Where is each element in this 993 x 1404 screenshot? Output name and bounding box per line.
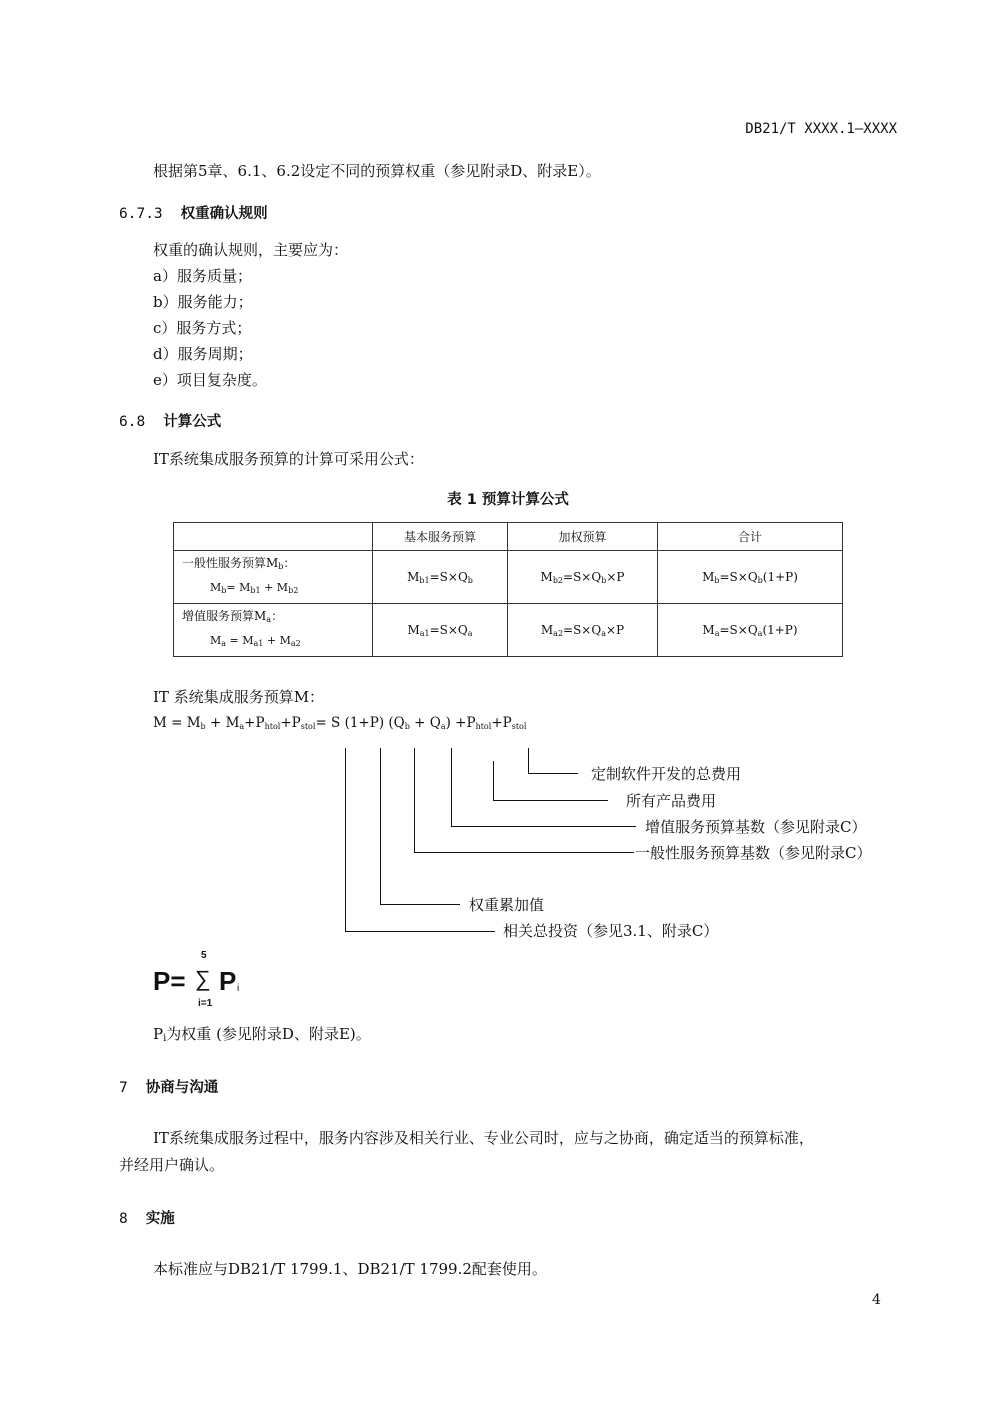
bracket-line — [528, 748, 529, 774]
annotation-product-cost: 所有产品费用 — [626, 792, 717, 810]
table-caption: 表 1 预算计算公式 — [447, 492, 569, 508]
section-number: 8 — [119, 1211, 128, 1227]
table-cell: $M_{b2}=S\times Q_b\times P$ — [508, 551, 658, 604]
row-sub-formula: $M_a = M_{a1} + M_{a2}$ — [210, 634, 301, 648]
sum-upper-limit: 5 — [201, 950, 207, 961]
annotation-value-added-base: 增值服务预算基数（参见附录C） — [645, 818, 867, 836]
budget-formula-table — [173, 522, 843, 657]
table-header-cell — [174, 523, 373, 551]
sigma-icon: ∑ — [195, 966, 211, 991]
bracket-line — [414, 748, 415, 853]
bracket-line — [345, 931, 495, 932]
sum-term-subscript: i — [237, 983, 240, 994]
pi-note: $P_i$为权重 (参见附录D、附录E)。 — [153, 1025, 371, 1044]
row-sub-formula: $M_b= M_{b1} + M_{b2}$ — [210, 581, 299, 595]
bracket-line — [493, 761, 494, 801]
section-8-body: 本标准应与DB21/T 1799.1、DB21/T 1799.2配套使用。 — [153, 1260, 547, 1278]
bracket-line — [451, 748, 452, 827]
document-code: DB21/T XXXX.1—XXXX — [745, 121, 897, 137]
table-row-label — [174, 551, 373, 604]
sum-term: P — [219, 966, 237, 996]
table-row-label — [174, 604, 373, 657]
page-number: 4 — [872, 1292, 881, 1308]
row-label-text: 增值服务预算$M_a$： — [182, 609, 284, 624]
annotation-custom-software: 定制软件开发的总费用 — [591, 765, 742, 783]
section-heading-8 — [119, 1207, 175, 1228]
sum-lower-limit: i=1 — [198, 998, 213, 1009]
table-cell: $M_a=S\times Q_a(1+P)$ — [658, 604, 843, 657]
section-title: 计算公式 — [163, 414, 222, 430]
bracket-line — [493, 800, 608, 801]
table-cell: $M_b=S\times Q_b(1+P)$ — [658, 551, 843, 604]
table-row — [174, 551, 843, 604]
bracket-line — [345, 748, 346, 932]
list-item: b）服务能力； — [153, 293, 253, 311]
bracket-line — [414, 852, 634, 853]
section-number: 6.8 — [119, 414, 146, 430]
list-item: a）服务质量； — [153, 267, 252, 285]
table-cell: $M_{b1}=S\times Q_b$ — [373, 551, 508, 604]
section-lead: IT系统集成服务预算的计算可采用公式： — [153, 450, 424, 468]
section-heading-6-7-3 — [119, 202, 268, 223]
table-cell: $M_{a2}=S\times Q_a\times P$ — [508, 604, 658, 657]
table-header-cell: 加权预算 — [508, 523, 658, 551]
section-title: 协商与沟通 — [145, 1080, 219, 1096]
section-7-body-line1: IT系统集成服务过程中，服务内容涉及相关行业、专业公司时，应与之协商，确定适当的预算标准， — [153, 1129, 814, 1147]
table-header-row — [174, 523, 843, 551]
table-cell: $M_{a1}=S\times Q_a$ — [373, 604, 508, 657]
table-row — [174, 604, 843, 657]
list-item: e）项目复杂度。 — [153, 371, 267, 389]
section-number: 7 — [119, 1080, 128, 1096]
section-title: 权重确认规则 — [180, 206, 268, 222]
list-item: c）服务方式； — [153, 319, 252, 337]
annotation-weight-sum: 权重累加值 — [469, 896, 545, 914]
intro-paragraph: 根据第5章、6.1、6.2设定不同的预算权重（参见附录D、附录E）。 — [153, 162, 601, 180]
section-number: 6.7.3 — [119, 206, 163, 222]
bracket-line — [528, 773, 578, 774]
sum-formula — [153, 950, 263, 1012]
annotation-total-investment: 相关总投资（参见3.1、附录C） — [503, 922, 719, 940]
bracket-line — [380, 748, 381, 905]
formula-intro: IT 系统集成服务预算M： — [153, 688, 325, 706]
bracket-line — [380, 904, 460, 905]
section-7-body-line2: 并经用户确认。 — [119, 1156, 225, 1174]
section-heading-6-8 — [119, 410, 221, 431]
list-item: d）服务周期； — [153, 345, 253, 363]
section-lead: 权重的确认规则，主要应为： — [153, 241, 349, 259]
main-formula: $M = M_b + M_a+P_{htol}+P_{stol}= S$ (1+P) $(Q_b + Q_a) +P_{htol}+P_{stol}$ — [153, 715, 527, 731]
annotation-general-base: 一般性服务预算基数（参见附录C） — [635, 844, 872, 862]
bracket-line — [451, 826, 636, 827]
section-title: 实施 — [145, 1211, 175, 1227]
sum-lhs: P= — [153, 966, 186, 996]
row-label-text: 一般性服务预算$M_b$： — [182, 556, 296, 571]
table-header-cell: 基本服务预算 — [373, 523, 508, 551]
table-header-cell: 合计 — [658, 523, 843, 551]
section-heading-7 — [119, 1076, 218, 1097]
